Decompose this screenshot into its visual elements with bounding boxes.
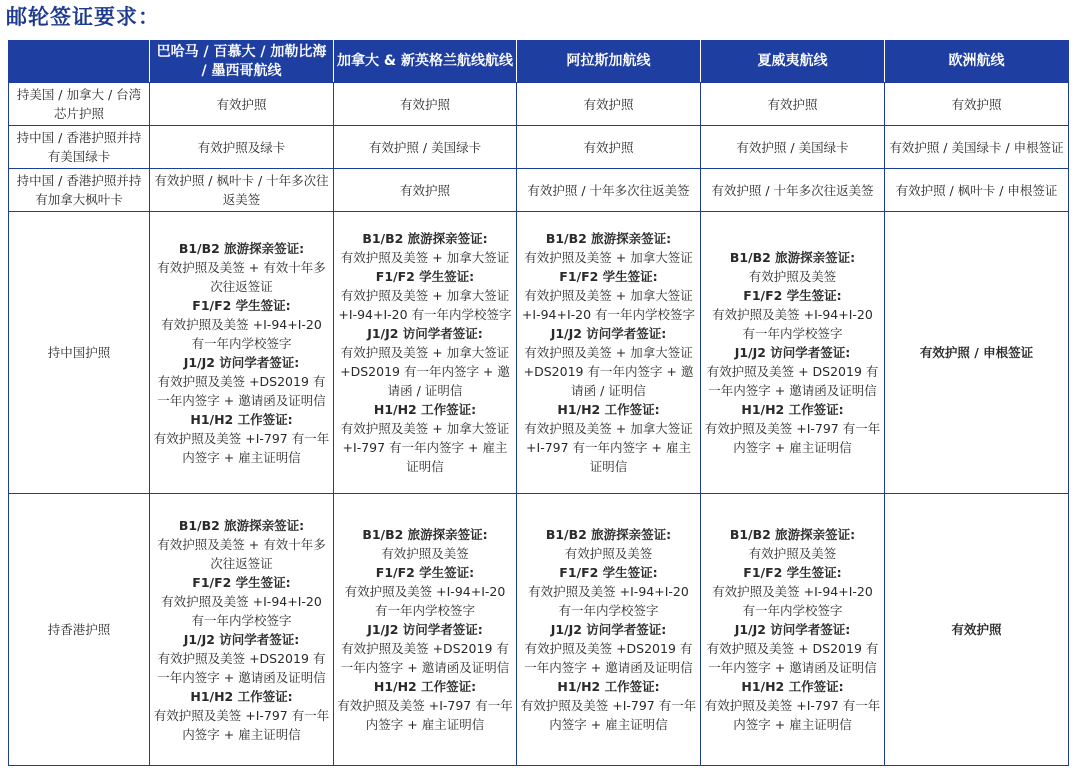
table-cell: 有效护照 / 枫叶卡 / 申根签证 <box>885 169 1069 212</box>
visa-detail: 有效护照及美签 +DS2019 有一年内签字 + 邀请函及证明信 <box>157 373 326 408</box>
visa-type: F1/F2 学生签证: <box>559 269 658 284</box>
visa-detail: 有效护照及美签 +I-94+I-20 有一年内学校签字 <box>161 593 322 628</box>
visa-type: J1/J2 访问学者签证: <box>183 354 300 370</box>
visa-type: F1/F2 学生签证: <box>192 574 291 590</box>
table-cell: 有效护照 <box>701 83 885 126</box>
visa-type: H1/H2 工作签证: <box>557 402 660 417</box>
row-label: 持中国 / 香港护照并持有加拿大枫叶卡 <box>9 169 150 212</box>
visa-requirements-table <box>8 40 1069 766</box>
table-cell <box>517 494 701 766</box>
visa-detail: 有效护照及美签 + DS2019 有一年内签字 + 邀请函及证明信 <box>706 364 879 398</box>
row-label: 持中国护照 <box>9 212 150 494</box>
visa-type: H1/H2 工作签证: <box>373 402 477 417</box>
table-row <box>9 126 1069 169</box>
visa-type: H1/H2 工作签证: <box>373 679 477 694</box>
visa-detail: 有效护照及美签 +DS2019 有一年内签字 + 邀请函及证明信 <box>157 650 326 685</box>
table-cell: 有效护照 / 美国绿卡 <box>334 126 517 169</box>
visa-type: H1/H2 工作签证: <box>190 411 293 427</box>
visa-detail: 有效护照及美签 <box>748 269 837 284</box>
visa-detail: 有效护照及美签 +I-94+I-20 有一年内学校签字 <box>528 584 689 618</box>
visa-detail: 有效护照及美签 + 加拿大签证 <box>340 250 510 265</box>
visa-detail: 有效护照及美签 +I-94+I-20 有一年内学校签字 <box>344 584 506 618</box>
table-cell: 有效护照 / 十年多次往返美签 <box>517 169 701 212</box>
visa-detail: 有效护照及美签 + 加拿大签证 +DS2019 有一年内签字 + 邀请函 / 证明信 <box>340 345 510 398</box>
visa-detail: 有效护照及美签 + 加拿大签证 +I-94+I-20 有一年内学校签字 <box>521 288 696 322</box>
table-row <box>9 212 1069 494</box>
table-cell: 有效护照 / 美国绿卡 / 申根签证 <box>885 126 1069 169</box>
visa-detail: 有效护照及美签 + 加拿大签证 +DS2019 有一年内签字 + 邀请函 / 证明信 <box>523 345 694 398</box>
page-title: 邮轮签证要求： <box>6 5 160 29</box>
visa-type: B1/B2 旅游探亲签证: <box>362 231 488 246</box>
visa-detail: 有效护照及美签 +I-94+I-20 有一年内学校签字 <box>712 584 873 618</box>
visa-type: B1/B2 旅游探亲签证: <box>729 250 856 265</box>
visa-detail: 有效护照及美签 + 有效十年多次往返签证 <box>157 259 326 294</box>
visa-detail: 有效护照及美签 +I-797 有一年内签字 + 雇主证明信 <box>337 698 513 732</box>
table-cell: 有效护照 <box>334 83 517 126</box>
table-cell <box>701 494 885 766</box>
table-cell <box>150 212 334 494</box>
visa-detail: 有效护照及美签 +I-797 有一年内签字 + 雇主证明信 <box>704 698 881 732</box>
table-cell <box>150 494 334 766</box>
visa-type: F1/F2 学生签证: <box>192 297 291 313</box>
table-cell: 有效护照 <box>150 83 334 126</box>
visa-type: F1/F2 学生签证: <box>559 565 658 580</box>
visa-type: B1/B2 旅游探亲签证: <box>178 517 305 533</box>
visa-type: H1/H2 工作签证: <box>557 679 660 694</box>
table-cell: 有效护照 <box>517 83 701 126</box>
visa-detail: 有效护照及美签 + 加拿大签证 <box>524 250 693 265</box>
visa-type: B1/B2 旅游探亲签证: <box>545 231 672 246</box>
visa-type: J1/J2 访问学者签证: <box>183 631 300 647</box>
table-cell <box>334 494 517 766</box>
row-label: 持美国 / 加拿大 / 台湾芯片护照 <box>9 83 150 126</box>
table-row <box>9 494 1069 766</box>
header-row <box>9 41 1069 83</box>
table-cell: 有效护照 <box>885 83 1069 126</box>
row-label: 持香港护照 <box>9 494 150 766</box>
table-cell: 有效护照 <box>334 169 517 212</box>
visa-type: H1/H2 工作签证: <box>190 688 293 704</box>
visa-detail: 有效护照及美签 +I-797 有一年内签字 + 雇主证明信 <box>153 707 330 742</box>
visa-detail: 有效护照及美签 + 加拿大签证 +I-797 有一年内签字 + 雇主证明信 <box>340 421 510 474</box>
visa-type: F1/F2 学生签证: <box>743 288 842 303</box>
header-alaska: 阿拉斯加航线 <box>517 41 701 83</box>
visa-detail: 有效护照及美签 + 加拿大签证 +I-94+I-20 有一年内学校签字 <box>338 288 512 322</box>
visa-type: H1/H2 工作签证: <box>741 679 844 694</box>
table-cell <box>517 212 701 494</box>
header-canada-new-england: 加拿大 & 新英格兰航线航线 <box>334 41 517 83</box>
visa-type: B1/B2 旅游探亲签证: <box>178 240 305 256</box>
visa-detail: 有效护照及美签 + DS2019 有一年内签字 + 邀请函及证明信 <box>706 641 879 675</box>
table-cell: 有效护照 <box>517 126 701 169</box>
visa-detail: 有效护照及美签 +I-797 有一年内签字 + 雇主证明信 <box>704 421 881 455</box>
table-cell: 有效护照 / 十年多次往返美签 <box>701 169 885 212</box>
visa-type: J1/J2 访问学者签证: <box>734 622 851 637</box>
visa-type: J1/J2 访问学者签证: <box>550 622 667 637</box>
table-cell: 有效护照 / 枫叶卡 / 十年多次往返美签 <box>150 169 334 212</box>
visa-detail: 有效护照及美签 <box>748 546 837 561</box>
table-cell: 有效护照及绿卡 <box>150 126 334 169</box>
table-row <box>9 83 1069 126</box>
visa-detail: 有效护照及美签 <box>381 546 469 561</box>
table-cell: 有效护照 <box>885 494 1069 766</box>
row-label: 持中国 / 香港护照并持有美国绿卡 <box>9 126 150 169</box>
visa-detail: 有效护照及美签 +DS2019 有一年内签字 + 邀请函及证明信 <box>340 641 510 675</box>
header-corner <box>9 41 150 83</box>
table-cell: 有效护照 / 申根签证 <box>885 212 1069 494</box>
visa-detail: 有效护照及美签 + 有效十年多次往返签证 <box>157 536 326 571</box>
table-row <box>9 169 1069 212</box>
visa-detail: 有效护照及美签 +DS2019 有一年内签字 + 邀请函及证明信 <box>524 641 693 675</box>
visa-type: F1/F2 学生签证: <box>743 565 842 580</box>
visa-type: J1/J2 访问学者签证: <box>367 622 483 637</box>
visa-type: H1/H2 工作签证: <box>741 402 844 417</box>
visa-type: B1/B2 旅游探亲签证: <box>729 527 856 542</box>
visa-detail: 有效护照及美签 +I-797 有一年内签字 + 雇主证明信 <box>153 430 330 465</box>
header-europe: 欧洲航线 <box>885 41 1069 83</box>
table-cell <box>334 212 517 494</box>
table-cell: 有效护照 / 美国绿卡 <box>701 126 885 169</box>
visa-type: B1/B2 旅游探亲签证: <box>545 527 672 542</box>
header-caribbean: 巴哈马 / 百慕大 / 加勒比海 / 墨西哥航线 <box>150 41 334 83</box>
visa-type: F1/F2 学生签证: <box>375 565 475 580</box>
visa-type: J1/J2 访问学者签证: <box>734 345 851 360</box>
visa-detail: 有效护照及美签 + 加拿大签证 +I-797 有一年内签字 + 雇主证明信 <box>524 421 693 474</box>
visa-type: J1/J2 访问学者签证: <box>367 326 483 341</box>
visa-detail: 有效护照及美签 +I-94+I-20 有一年内学校签字 <box>161 316 322 351</box>
visa-type: B1/B2 旅游探亲签证: <box>362 527 488 542</box>
table-cell <box>701 212 885 494</box>
visa-type: F1/F2 学生签证: <box>375 269 475 284</box>
header-hawaii: 夏威夷航线 <box>701 41 885 83</box>
visa-type: J1/J2 访问学者签证: <box>550 326 667 341</box>
visa-detail: 有效护照及美签 +I-94+I-20 有一年内学校签字 <box>712 307 873 341</box>
visa-detail: 有效护照及美签 +I-797 有一年内签字 + 雇主证明信 <box>520 698 697 732</box>
visa-detail: 有效护照及美签 <box>564 546 653 561</box>
